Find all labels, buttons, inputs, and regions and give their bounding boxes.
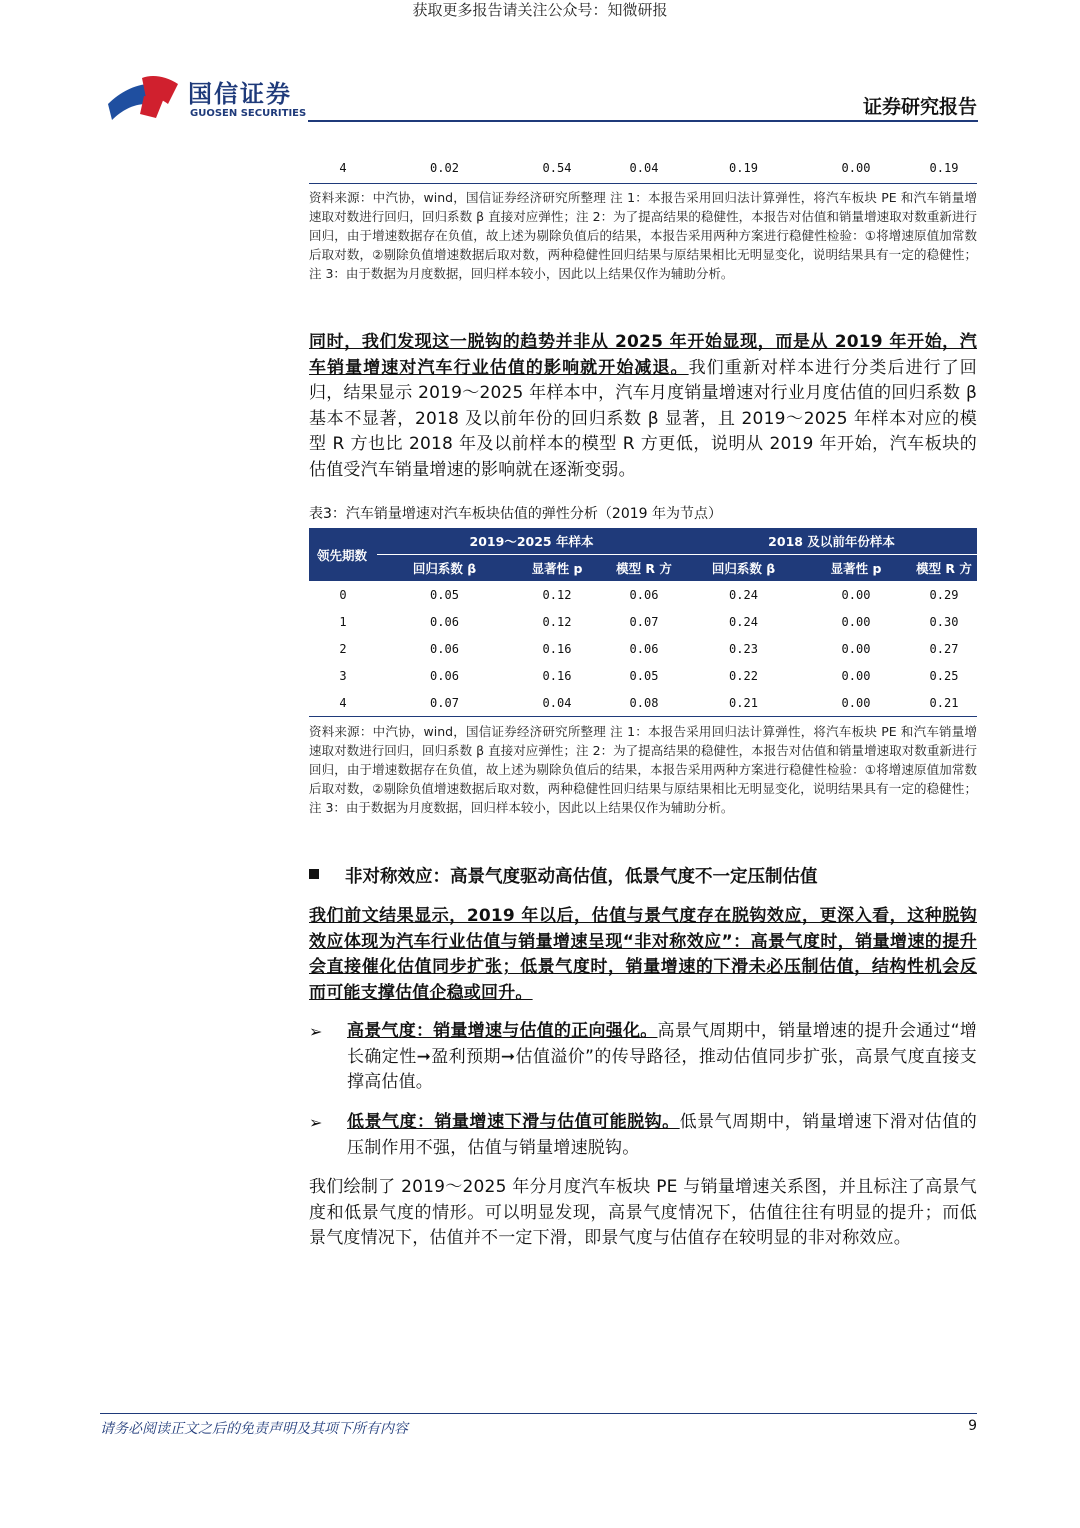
table-row (309, 689, 977, 716)
column-header: 回归系数 β (377, 555, 512, 582)
source-note: 资料来源：中汽协，wind，国信证券经济研究所整理 注 1：本报告采用回归法计算弹性，将汽车板块 PE 和汽车销量增速取对数进行回归，回归系数 β 直接对应弹性；注 2：为了提高结果的稳健性，本报告对估值和销量增速取对数重新进行回归，由于增速数据存在负值，故上述为剔除负值后的结果，本报告采用两种方案进行稳健性检验：①将增速原值加常数后取对数，②剔除负值增速数据后取对数，两种稳健性回归结果与原结果相比无明显变化，说明结果具有一定的稳健性；注 3：由于数据为月度数据，回归样本较小，因此以上结果仅作为辅助分析。 (309, 724, 977, 815)
bullet-body: 低景气周期中，销量增速下滑对估值的压制作用不强，估值与销量增速脱钩。 (347, 1112, 977, 1158)
table-row (309, 608, 977, 635)
table-cell: 0.19 (929, 161, 959, 175)
header-divider (308, 120, 978, 122)
table-row (309, 662, 977, 689)
paragraph-text: 我们重新对样本进行分类后进行了回归，结果显示 2019～2025 年样本中，汽车月度销量增速对行业月度估值的回归系数 β 基本不显著，2018 及以前年份的回归系数 β 显著，且 2019～2025 年样本对应的模型 R 方也比 2018 年及以前样本的模型 R 方更低，说明从 2019 年开始，汽车板块的估值受汽车销量增速的影响就在逐渐变弱。 (309, 357, 978, 480)
table-cell: 0.24 (729, 587, 758, 602)
table-cell: 0.06 (430, 614, 459, 629)
table-cell: 0.06 (430, 641, 459, 656)
logo-chinese-name: 国信证券 (188, 80, 292, 108)
table-cell: 0.21 (929, 695, 959, 710)
previous-table (309, 157, 977, 179)
table-cell: 0.05 (430, 587, 459, 602)
table-row (309, 635, 977, 662)
bullet-lead: 低景气度：销量增速下滑与估值可能脱钩。 (347, 1112, 680, 1132)
table-cell: 4 (339, 695, 347, 710)
body-paragraph: 我们绘制了 2019～2025 年分月度汽车板块 PE 与销量增速关系图，并且标注了高景气度和低景气度的情形。可以明显发现，高景气度情况下，估值往往有明显的提升；而低景气度情况下，估值并不一定下滑，即景气度与估值存在较明显的非对称效应。 (309, 1177, 977, 1248)
elasticity-table (309, 528, 977, 717)
table-cell: 0.04 (629, 161, 659, 175)
page-number: 9 (968, 1418, 977, 1434)
table-cell: 0.12 (542, 614, 572, 629)
body-paragraph (309, 330, 977, 483)
arrow-bullet-icon: ➢ (309, 1022, 323, 1041)
column-header: 模型 R 方 (602, 555, 686, 582)
table-cell: 0.00 (841, 614, 871, 629)
group-header-2019-2025: 2019～2025 年样本 (377, 528, 686, 555)
table-cell: 0.16 (542, 668, 572, 683)
bullet-item (309, 1110, 977, 1161)
column-header: 模型 R 方 (911, 555, 977, 582)
table-bottom-rule (309, 183, 977, 184)
footer-disclaimer: 请务必阅读正文之后的免责声明及其项下所有内容 (100, 1421, 408, 1437)
group-header-2018-before: 2018 及以前年份样本 (686, 528, 977, 555)
table-cell: 2 (339, 641, 347, 656)
key-finding-paragraph: 我们前文结果显示，2019 年以后，估值与景气度存在脱钩效应，更深入看，这种脱钩效应体现为汽车行业估值与销量增速呈现“非对称效应”：高景气度时，销量增速的提升会直接催化估值同步扩张；低景气度时，销量增速的下滑未必压制估值，结构性机会反而可能支撑估值企稳或回升。 (309, 906, 977, 1003)
table-row (309, 157, 977, 179)
table-cell: 0.25 (929, 668, 959, 683)
table-cell: 4 (339, 161, 347, 175)
table-cell: 0.21 (729, 695, 758, 710)
guosen-logo (106, 74, 307, 124)
table-cell: 0.04 (542, 695, 572, 710)
table-cell: 0.07 (629, 614, 659, 629)
bullet-body: 高景气周期中，销量增速的提升会通过“增长确定性➞盈利预期➞估值溢价”的传导路径，推动估值同步扩张，高景气度直接支撑高估值。 (347, 1021, 977, 1092)
table-cell: 0.08 (629, 695, 659, 710)
bullet-lead: 高景气度：销量增速与估值的正向强化。 (347, 1021, 658, 1041)
column-header: 回归系数 β (686, 555, 801, 582)
table-cell: 0.06 (629, 587, 659, 602)
table-cell: 0.00 (841, 641, 871, 656)
logo-english-name: GUOSEN SECURITIES (190, 108, 307, 119)
bullet-text (347, 1019, 977, 1096)
section-heading (309, 864, 818, 890)
table-cell: 0.23 (729, 641, 758, 656)
guosen-logo-mark-icon (106, 74, 182, 124)
arrow-bullet-icon: ➢ (309, 1113, 323, 1132)
section-heading-text: 非对称效应：高景气度驱动高估值，低景气度不一定压制估值 (345, 867, 818, 887)
table-cell: 3 (339, 668, 347, 683)
top-watermark-note: 获取更多报告请关注公众号：知微研报 (412, 1, 668, 19)
footer-divider (100, 1413, 977, 1414)
table-caption: 表3：汽车销量增速对汽车板块估值的弹性分析（2019 年为节点） (309, 506, 722, 522)
column-header: 显著性 p (512, 555, 602, 582)
table-cell: 0.24 (729, 614, 758, 629)
table-cell: 0.05 (629, 668, 659, 683)
lead-periods-header: 领先期数 (309, 528, 377, 581)
bullet-text (347, 1110, 977, 1161)
column-header: 显著性 p (801, 555, 911, 582)
table-cell: 0.16 (542, 641, 572, 656)
table-cell: 0.00 (841, 668, 871, 683)
bullet-item (309, 1019, 977, 1096)
report-type-label: 证券研究报告 (862, 96, 977, 118)
table-cell: 0.19 (729, 161, 758, 175)
table-bottom-rule (309, 716, 977, 717)
square-bullet-icon (309, 869, 319, 879)
table-cell: 0.29 (929, 587, 959, 602)
table-cell: 0.07 (430, 695, 459, 710)
table-cell: 0.06 (430, 668, 459, 683)
table-cell: 0.02 (430, 161, 459, 175)
table-row (309, 581, 977, 608)
table-cell: 1 (339, 614, 347, 629)
table-cell: 0.22 (729, 668, 758, 683)
table-cell: 0.27 (929, 641, 959, 656)
table-cell: 0.00 (841, 695, 871, 710)
table-cell: 0.30 (929, 614, 959, 629)
previous-table-tail (309, 157, 977, 184)
table-cell: 0.54 (542, 161, 572, 175)
key-finding-text: 同时，我们发现这一脱钩的趋势并非从 2025 年开始显现，而是从 2019 年开始，汽车销量增速对汽车行业估值的影响就开始减退。 (309, 332, 977, 378)
table-cell: 0 (339, 587, 347, 602)
table-cell: 0.00 (841, 161, 871, 175)
table-cell: 0.06 (629, 641, 659, 656)
table-cell: 0.00 (841, 587, 871, 602)
table-cell: 0.12 (542, 587, 572, 602)
source-note: 资料来源：中汽协，wind，国信证券经济研究所整理 注 1：本报告采用回归法计算弹性，将汽车板块 PE 和汽车销量增速取对数进行回归，回归系数 β 直接对应弹性；注 2：为了提高结果的稳健性，本报告对估值和销量增速取对数重新进行回归，由于增速数据存在负值，故上述为剔除负值后的结果，本报告采用两种方案进行稳健性检验：①将增速原值加常数后取对数，②剔除负值增速数据后取对数，两种稳健性回归结果与原结果相比无明显变化，说明结果具有一定的稳健性；注 3：由于数据为月度数据，回归样本较小，因此以上结果仅作为辅助分析。 (309, 190, 977, 281)
